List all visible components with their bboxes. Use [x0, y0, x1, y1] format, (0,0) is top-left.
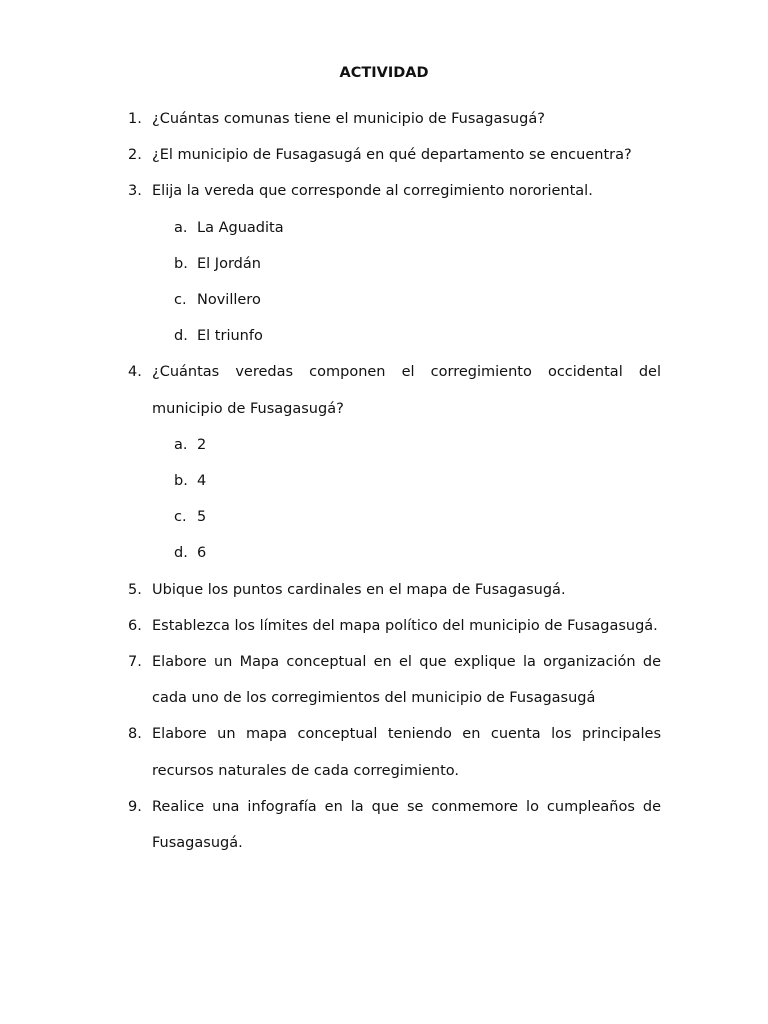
question-number: 1.: [128, 111, 142, 127]
question-text: ¿Cuántas comunas tiene el municipio de Fusagasugá?: [152, 111, 545, 127]
question-number: 2.: [128, 147, 142, 164]
question-number: 3.: [128, 183, 142, 200]
option-letter: c.: [174, 509, 187, 526]
option-letter: a.: [174, 436, 188, 453]
question-item: [126, 572, 661, 608]
question-text: ¿El municipio de Fusagasugá en qué departamento se encuentra?: [152, 147, 632, 164]
question-item: [126, 354, 661, 571]
option-letter: d.: [174, 545, 188, 562]
question-number: 9.: [128, 798, 142, 815]
question-number: 7.: [128, 654, 142, 671]
question-text: Realice una infografía en la que se conmemore lo cumpleaños de Fusagasugá.: [152, 798, 661, 852]
option-item: [152, 282, 661, 318]
option-item: [152, 499, 661, 535]
option-letter: c.: [174, 292, 187, 309]
question-text: Establezca los límites del mapa político del municipio de Fusagasugá.: [152, 617, 658, 634]
option-letter: b.: [174, 473, 188, 490]
question-item: [126, 789, 661, 861]
option-text: El triunfo: [197, 328, 263, 345]
question-number: 6.: [128, 617, 142, 634]
option-letter: d.: [174, 328, 188, 345]
option-text: 2: [197, 436, 207, 453]
option-text: 5: [197, 509, 207, 526]
question-number: 4.: [128, 364, 142, 381]
option-item: [152, 535, 661, 571]
question-item: [126, 101, 661, 137]
option-list: [152, 427, 661, 572]
option-item: [152, 210, 661, 246]
question-number: 5.: [128, 581, 142, 598]
question-item: [126, 173, 661, 354]
question-item: [126, 137, 661, 173]
option-text: La Aguadita: [197, 219, 284, 236]
option-item: [152, 318, 661, 354]
question-item: [126, 608, 661, 644]
option-text: 6: [197, 545, 207, 562]
question-text: ¿Cuántas veredas componen el corregimiento occidental del municipio de Fusagasugá?: [152, 364, 661, 417]
question-item: [126, 644, 661, 716]
option-text: 4: [197, 473, 207, 490]
option-item: [152, 246, 661, 282]
question-text: Ubique los puntos cardinales en el mapa de Fusagasugá.: [152, 581, 566, 598]
option-text: Novillero: [197, 292, 261, 309]
question-text: Elabore un Mapa conceptual en el que explique la organización de cada uno de los corregimientos del municipio de Fusagasugá: [152, 654, 661, 707]
question-text: Elija la vereda que corresponde al corregimiento nororiental.: [152, 183, 593, 200]
question-item: [126, 716, 661, 788]
option-letter: b.: [174, 255, 188, 272]
option-text: El Jordán: [197, 255, 261, 272]
option-item: [152, 463, 661, 499]
question-text: Elabore un mapa conceptual teniendo en cuenta los principales recursos naturales de cada corregimiento.: [152, 726, 661, 779]
option-list: [152, 210, 661, 355]
question-list: [126, 101, 661, 861]
document-title: ACTIVIDAD: [339, 65, 429, 81]
option-letter: a.: [174, 219, 188, 236]
question-number: 8.: [128, 726, 142, 743]
option-item: [152, 427, 661, 463]
